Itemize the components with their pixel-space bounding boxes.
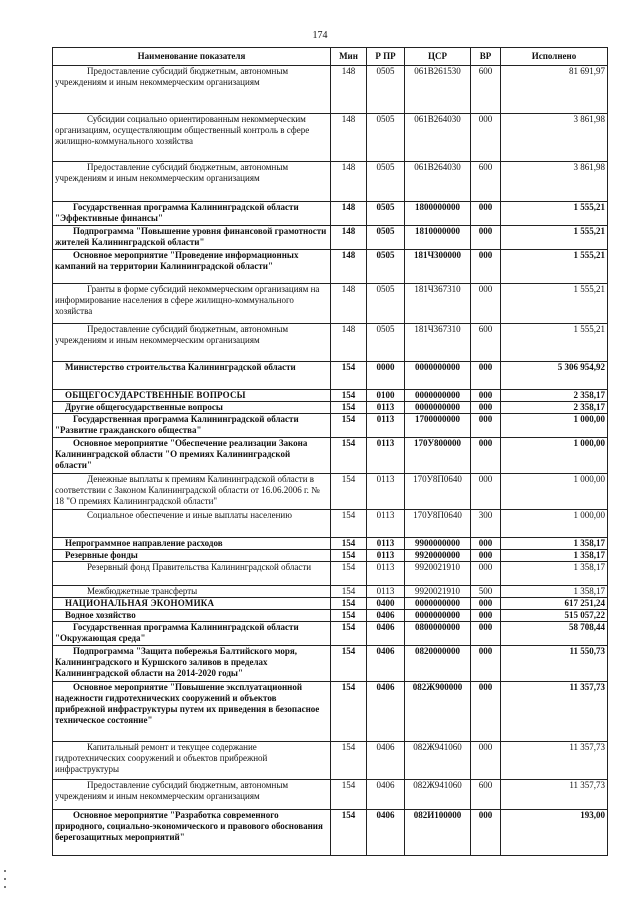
row-vr: 600 (471, 66, 501, 114)
row-rpr: 0505 (367, 226, 405, 250)
row-executed: 1 555,21 (501, 250, 608, 284)
row-rpr: 0113 (367, 586, 405, 598)
row-min: 154 (331, 510, 367, 538)
row-csr: 9920000000 (405, 550, 471, 562)
row-vr: 600 (471, 780, 501, 810)
row-executed: 1 555,21 (501, 284, 608, 324)
row-rpr: 0406 (367, 810, 405, 856)
row-executed: 1 000,00 (501, 438, 608, 474)
row-name: Социальное обеспечение и иные выплаты населению (53, 510, 331, 538)
row-vr: 000 (471, 414, 501, 438)
table-header-row (53, 48, 608, 66)
row-vr: 000 (471, 438, 501, 474)
row-rpr: 0406 (367, 780, 405, 810)
row-csr: 170У8П0640 (405, 510, 471, 538)
row-name: Основное мероприятие "Разработка современного природного, социально-экономического и правового обоснования берегозащитных мероприятий" (53, 810, 331, 856)
table-row (53, 362, 608, 390)
row-csr: 1700000000 (405, 414, 471, 438)
table-row (53, 510, 608, 538)
row-rpr: 0406 (367, 742, 405, 780)
row-name: Подпрограмма "Повышение уровня финансовой грамотности жителей Калининградской области" (53, 226, 331, 250)
row-vr: 000 (471, 682, 501, 742)
table-row (53, 414, 608, 438)
row-min: 154 (331, 538, 367, 550)
row-vr: 000 (471, 402, 501, 414)
row-name: Государственная программа Калининградской области "Эффективные финансы" (53, 202, 331, 226)
row-executed: 1 555,21 (501, 226, 608, 250)
row-rpr: 0113 (367, 538, 405, 550)
row-rpr: 0100 (367, 390, 405, 402)
row-rpr: 0113 (367, 474, 405, 510)
row-vr: 000 (471, 250, 501, 284)
row-vr: 000 (471, 562, 501, 586)
row-name: Водное хозяйство (53, 610, 331, 622)
row-min: 154 (331, 438, 367, 474)
row-executed: 11 550,73 (501, 646, 608, 682)
row-rpr: 0406 (367, 622, 405, 646)
table-row (53, 402, 608, 414)
row-min: 154 (331, 562, 367, 586)
row-vr: 000 (471, 538, 501, 550)
row-csr: 0820000000 (405, 646, 471, 682)
row-executed: 11 357,73 (501, 780, 608, 810)
row-name: Резервные фонды (53, 550, 331, 562)
table-row (53, 538, 608, 550)
row-min: 148 (331, 284, 367, 324)
row-executed: 1 000,00 (501, 510, 608, 538)
row-csr: 1810000000 (405, 226, 471, 250)
row-min: 154 (331, 550, 367, 562)
row-executed: 1 358,17 (501, 538, 608, 550)
row-csr: 181Ч300000 (405, 250, 471, 284)
row-vr: 000 (471, 226, 501, 250)
table-row (53, 682, 608, 742)
row-vr: 000 (471, 810, 501, 856)
row-executed: 11 357,73 (501, 682, 608, 742)
row-rpr: 0113 (367, 438, 405, 474)
row-vr: 000 (471, 284, 501, 324)
row-min: 154 (331, 742, 367, 780)
row-name: ОБЩЕГОСУДАРСТВЕННЫЕ ВОПРОСЫ (53, 390, 331, 402)
row-vr: 000 (471, 646, 501, 682)
row-executed: 2 358,17 (501, 402, 608, 414)
row-min: 148 (331, 114, 367, 162)
table-row (53, 562, 608, 586)
row-executed: 3 861,98 (501, 114, 608, 162)
row-rpr: 0113 (367, 550, 405, 562)
table-row (53, 390, 608, 402)
row-rpr: 0000 (367, 362, 405, 390)
row-csr: 1800000000 (405, 202, 471, 226)
row-min: 148 (331, 250, 367, 284)
header-csr: ЦСР (405, 48, 471, 66)
row-vr: 000 (471, 622, 501, 646)
row-rpr: 0400 (367, 598, 405, 610)
row-csr: 061В261530 (405, 66, 471, 114)
row-executed: 1 555,21 (501, 324, 608, 362)
row-executed: 1 358,17 (501, 550, 608, 562)
row-name: Государственная программа Калининградской области "Окружающая среда" (53, 622, 331, 646)
row-name: Капитальный ремонт и текущее содержание гидротехнических сооружений и объектов прибрежной инфраструктуры (53, 742, 331, 780)
table-row (53, 742, 608, 780)
header-executed: Исполнено (501, 48, 608, 66)
table-row (53, 66, 608, 114)
row-vr: 000 (471, 598, 501, 610)
row-rpr: 0505 (367, 202, 405, 226)
row-vr: 600 (471, 324, 501, 362)
row-min: 154 (331, 610, 367, 622)
row-csr: 0000000000 (405, 390, 471, 402)
header-min: Мин (331, 48, 367, 66)
row-min: 154 (331, 780, 367, 810)
row-csr: 9920021910 (405, 562, 471, 586)
row-name: Субсидии социально ориентированным некоммерческим организациям, осуществляющим общественный контроль в сфере жилищно-коммунального хозяйства (53, 114, 331, 162)
row-name: Основное мероприятие "Обеспечение реализации Закона Калининградской области "О премиях Калининградской области" (53, 438, 331, 474)
row-vr: 000 (471, 390, 501, 402)
row-executed: 58 708,44 (501, 622, 608, 646)
row-rpr: 0505 (367, 284, 405, 324)
row-min: 148 (331, 324, 367, 362)
table-row (53, 610, 608, 622)
row-min: 154 (331, 414, 367, 438)
row-vr: 000 (471, 114, 501, 162)
table-row (53, 438, 608, 474)
row-csr: 181Ч367310 (405, 324, 471, 362)
row-executed: 2 358,17 (501, 390, 608, 402)
table-row (53, 324, 608, 362)
row-name: Межбюджетные трансферты (53, 586, 331, 598)
row-csr: 9920021910 (405, 586, 471, 598)
row-csr: 0800000000 (405, 622, 471, 646)
table-row (53, 646, 608, 682)
row-vr: 000 (471, 742, 501, 780)
row-name: Предоставление субсидий бюджетным, автономным учреждениям и иным некоммерческим организациям (53, 324, 331, 362)
row-rpr: 0113 (367, 414, 405, 438)
header-vr: ВР (471, 48, 501, 66)
row-min: 154 (331, 622, 367, 646)
row-name: Денежные выплаты к премиям Калининградской области в соответствии с Законом Калининградской области от 16.06.2006 г. № 18 "О премиях Калининградской области" (53, 474, 331, 510)
scan-mark (4, 870, 6, 872)
row-name: Основное мероприятие "Повышение эксплуатационной надежности гидротехнических сооружений и объектов прибрежной инфраструктуры путем их приведения в безопасное техническое состояние" (53, 682, 331, 742)
row-csr: 0000000000 (405, 610, 471, 622)
row-min: 154 (331, 682, 367, 742)
row-rpr: 0406 (367, 682, 405, 742)
row-min: 148 (331, 202, 367, 226)
row-name: Основное мероприятие "Проведение информационных кампаний на территории Калининградской области" (53, 250, 331, 284)
row-min: 154 (331, 402, 367, 414)
table-row (53, 250, 608, 284)
row-rpr: 0406 (367, 646, 405, 682)
row-name: Подпрограмма "Защита побережья Балтийского моря, Калининградского и Куршского заливов в пределах Калининградской области на 2014-2020 годы" (53, 646, 331, 682)
row-name: Предоставление субсидий бюджетным, автономным учреждениям и иным некоммерческим организациям (53, 66, 331, 114)
table-row (53, 780, 608, 810)
row-executed: 3 861,98 (501, 162, 608, 202)
scan-mark (4, 886, 6, 888)
header-name: Наименование показателя (53, 48, 331, 66)
page-number: 174 (312, 30, 328, 41)
table-row (53, 114, 608, 162)
row-vr: 000 (471, 550, 501, 562)
row-csr: 082Ж941060 (405, 742, 471, 780)
row-csr: 082Ж941060 (405, 780, 471, 810)
row-vr: 300 (471, 510, 501, 538)
row-min: 148 (331, 162, 367, 202)
row-vr: 000 (471, 202, 501, 226)
row-name: Непрограммное направление расходов (53, 538, 331, 550)
budget-table (52, 47, 608, 856)
scan-mark (4, 878, 6, 880)
row-executed: 5 306 954,92 (501, 362, 608, 390)
row-executed: 11 357,73 (501, 742, 608, 780)
table-row (53, 550, 608, 562)
row-name: НАЦИОНАЛЬНАЯ ЭКОНОМИКА (53, 598, 331, 610)
row-min: 148 (331, 226, 367, 250)
row-min: 154 (331, 646, 367, 682)
row-executed: 1 000,00 (501, 474, 608, 510)
row-csr: 0000000000 (405, 598, 471, 610)
table-row (53, 284, 608, 324)
row-min: 154 (331, 810, 367, 856)
row-name: Другие общегосударственные вопросы (53, 402, 331, 414)
row-vr: 000 (471, 610, 501, 622)
row-rpr: 0505 (367, 114, 405, 162)
row-executed: 193,00 (501, 810, 608, 856)
row-name: Министерство строительства Калининградской области (53, 362, 331, 390)
row-rpr: 0505 (367, 250, 405, 284)
row-vr: 500 (471, 586, 501, 598)
row-rpr: 0113 (367, 402, 405, 414)
row-csr: 0000000000 (405, 402, 471, 414)
row-csr: 170У800000 (405, 438, 471, 474)
row-vr: 600 (471, 162, 501, 202)
row-csr: 181Ч367310 (405, 284, 471, 324)
table-row (53, 598, 608, 610)
row-executed: 1 555,21 (501, 202, 608, 226)
row-csr: 061В264030 (405, 114, 471, 162)
row-min: 154 (331, 474, 367, 510)
row-rpr: 0113 (367, 510, 405, 538)
row-name: Государственная программа Калининградской области "Развитие гражданского общества" (53, 414, 331, 438)
row-csr: 061В264030 (405, 162, 471, 202)
row-min: 154 (331, 390, 367, 402)
row-name: Резервный фонд Правительства Калининградской области (53, 562, 331, 586)
row-min: 154 (331, 586, 367, 598)
table-row (53, 162, 608, 202)
row-executed: 81 691,97 (501, 66, 608, 114)
table-row (53, 586, 608, 598)
row-csr: 0000000000 (405, 362, 471, 390)
table-row (53, 810, 608, 856)
row-name: Предоставление субсидий бюджетным, автономным учреждениям и иным некоммерческим организациям (53, 780, 331, 810)
row-executed: 1 358,17 (501, 586, 608, 598)
table-row (53, 622, 608, 646)
row-executed: 515 057,22 (501, 610, 608, 622)
header-rpr: Р ПР (367, 48, 405, 66)
row-csr: 170У8П0640 (405, 474, 471, 510)
row-executed: 617 251,24 (501, 598, 608, 610)
table-row (53, 474, 608, 510)
row-rpr: 0113 (367, 562, 405, 586)
row-min: 148 (331, 66, 367, 114)
row-rpr: 0505 (367, 162, 405, 202)
row-rpr: 0505 (367, 66, 405, 114)
row-name: Предоставление субсидий бюджетным, автономным учреждениям и иным некоммерческим организациям (53, 162, 331, 202)
table-row (53, 202, 608, 226)
row-executed: 1 358,17 (501, 562, 608, 586)
row-rpr: 0505 (367, 324, 405, 362)
row-executed: 1 000,00 (501, 414, 608, 438)
row-csr: 082Ж900000 (405, 682, 471, 742)
row-rpr: 0406 (367, 610, 405, 622)
row-csr: 9900000000 (405, 538, 471, 550)
row-name: Гранты в форме субсидий некоммерческим организациям на информирование населения в сфере жилищно-коммунального хозяйства (53, 284, 331, 324)
row-min: 154 (331, 598, 367, 610)
row-csr: 082И100000 (405, 810, 471, 856)
row-vr: 000 (471, 362, 501, 390)
row-min: 154 (331, 362, 367, 390)
row-vr: 000 (471, 474, 501, 510)
table-row (53, 226, 608, 250)
